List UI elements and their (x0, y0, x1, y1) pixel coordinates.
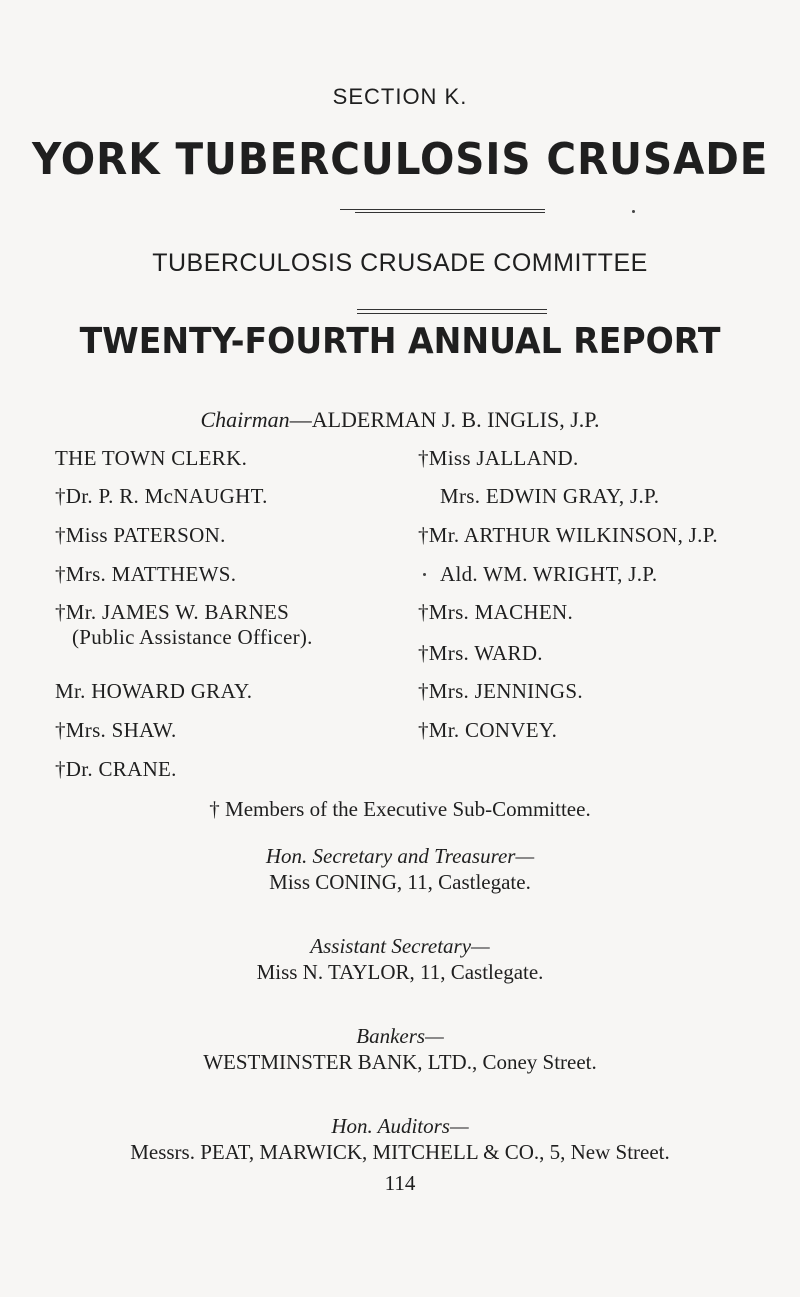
member-right: Ald. WM. WRIGHT, J.P. (440, 562, 658, 586)
divider (357, 309, 547, 310)
member-right: †Mr. ARTHUR WILKINSON, J.P. (418, 523, 718, 547)
member-left: †Dr. CRANE. (55, 757, 177, 781)
member-right: †Mr. CONVEY. (418, 718, 558, 742)
member-right: †Mrs. MACHEN. (418, 600, 573, 624)
member-left: †Dr. P. R. McNAUGHT. (55, 484, 268, 508)
officer-title: Hon. Auditors— (331, 1114, 469, 1138)
chairman-value: —ALDERMAN J. B. INGLIS, J.P. (289, 407, 600, 432)
member-left: †Mrs. SHAW. (55, 718, 177, 742)
chairman-line (0, 407, 800, 433)
officer-value: Miss N. TAYLOR, 11, Castlegate. (256, 960, 544, 984)
member-right: †Mrs. WARD. (418, 641, 543, 665)
footnote: † Members of the Executive Sub-Committee. (209, 797, 591, 821)
report-heading: TWENTY-FOURTH ANNUAL REPORT (79, 321, 721, 362)
page-number: 114 (384, 1171, 416, 1195)
chairman-label: Chairman (200, 407, 290, 432)
member-right: †Miss JALLAND. (418, 446, 579, 470)
officer-value: Messrs. PEAT, MARWICK, MITCHELL & CO., 5, New Street. (130, 1140, 670, 1164)
member-left: †Mr. JAMES W. BARNES (55, 600, 290, 624)
member-left: Mr. HOWARD GRAY. (55, 679, 253, 703)
member-left-note: (Public Assistance Officer). (72, 625, 313, 649)
divider (355, 212, 545, 213)
officer-title: Bankers— (356, 1024, 444, 1048)
member-left: †Mrs. MATTHEWS. (55, 562, 237, 586)
officer-title: Hon. Secretary and Treasurer— (265, 844, 535, 868)
member-left: †Miss PATERSON. (55, 523, 226, 547)
divider (357, 313, 547, 314)
divider (340, 209, 545, 210)
member-left: THE TOWN CLERK. (55, 446, 248, 470)
divider-dot (632, 210, 635, 213)
document-title: YORK TUBERCULOSIS CRUSADE (32, 134, 769, 185)
officer-title: Assistant Secretary— (310, 934, 490, 958)
section-label: SECTION K. (332, 84, 468, 109)
officer-value: Miss CONING, 11, Castlegate. (269, 870, 531, 894)
officer-value: WESTMINSTER BANK, LTD., Coney Street. (203, 1050, 597, 1074)
stray-dot (423, 573, 426, 576)
member-right: †Mrs. JENNINGS. (418, 679, 583, 703)
committee-heading: TUBERCULOSIS CRUSADE COMMITTEE (152, 249, 648, 277)
member-right: Mrs. EDWIN GRAY, J.P. (440, 484, 660, 508)
